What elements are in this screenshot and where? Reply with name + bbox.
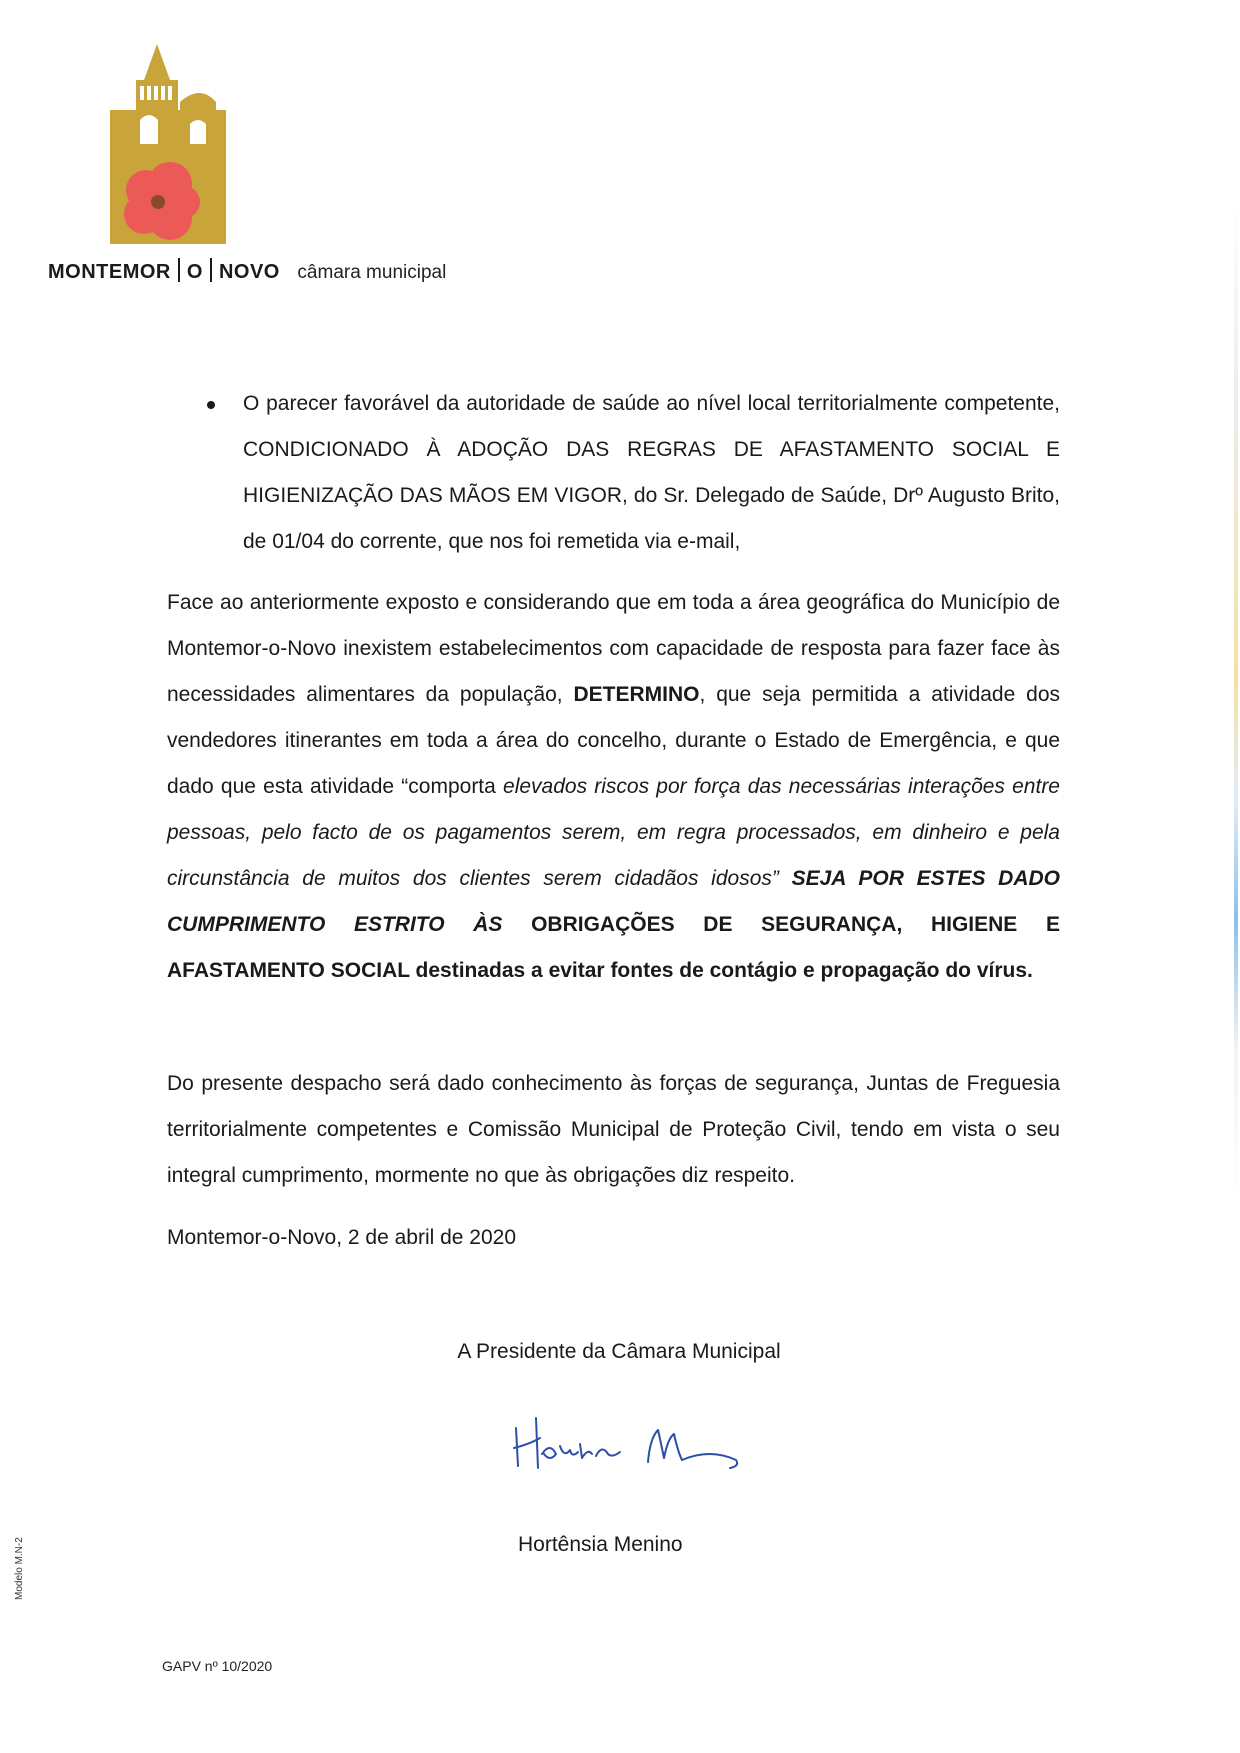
- p1-middle: , que seja permitida a atividade dos vendedores itinerantes em toda a área do concelho, durante o Estado de Emergência, e que dado que esta atividade “comporta: [167, 683, 1060, 798]
- bullet-item: [243, 381, 1060, 565]
- bullet-text-start: O parecer favorável da autoridade de saúde ao nível local territorialmente competente,: [243, 392, 1060, 415]
- municipal-brand: [48, 258, 446, 284]
- scan-edge-strip: [1234, 200, 1238, 1200]
- brand-separator: [178, 258, 180, 282]
- p1-intro: Face ao anteriormente exposto e considerando que em toda a área geográfica do Município de Montemor-o-Novo inexistem estabelecimentos com capacidade de resposta para fazer face às necessidades alimentares da população,: [167, 591, 1060, 706]
- p1-bold-end: OBRIGAÇÕES DE SEGURANÇA, HIGIENE E AFASTAMENTO SOCIAL destinadas a evitar fontes de contágio e propagação do vírus.: [167, 913, 1060, 982]
- p1-bold-italic: SEJA POR ESTES DADO CUMPRIMENTO ESTRITO ÀS: [167, 867, 1060, 936]
- determination-paragraph: [167, 580, 1060, 994]
- brand-subtitle: câmara municipal: [297, 262, 447, 283]
- brand-separator: [210, 258, 212, 282]
- model-code: Modelo M.N-2: [14, 1537, 25, 1600]
- flower-icon: [124, 162, 200, 240]
- brand-name-o: O: [186, 261, 203, 283]
- bullet-caps-text: CONDICIONADO À ADOÇÃO DAS REGRAS DE AFASTAMENTO SOCIAL E HIGIENIZAÇÃO DAS MÃOS EM VIGOR: [243, 438, 1060, 507]
- brand-name-novo: NOVO: [218, 261, 280, 283]
- p1-quote: elevados riscos por força das necessárias interações entre pessoas, pelo facto de os pagamentos serem, em regra processados, em dinheiro e pela circunstância de muitos dos clientes serem cidadãos idosos”: [167, 775, 1060, 890]
- brand-name-montemor: MONTEMOR: [48, 261, 171, 283]
- determino-text: DETERMINO: [573, 683, 700, 706]
- signatory-title: A Presidente da Câmara Municipal: [457, 1340, 781, 1363]
- notification-paragraph: Do presente despacho será dado conhecimento às forças de segurança, Juntas de Freguesia territorialmente competentes e Comissão Municipal de Proteção Civil, tendo em vista o seu integral cumprimento, mormente no que às obrigações diz respeito.: [167, 1072, 1060, 1187]
- bullet-icon: [207, 401, 215, 409]
- date-line: Montemor-o-Novo, 2 de abril de 2020: [167, 1226, 517, 1249]
- signatory-name: Hortênsia Menino: [518, 1533, 683, 1556]
- municipal-logo: [110, 44, 226, 244]
- bullet-text-end: , do Sr. Delegado de Saúde, Drº Augusto Brito, de 01/04 do corrente, que nos foi remetida via e-mail,: [243, 484, 1060, 553]
- handwritten-signature: [510, 1408, 750, 1488]
- document-reference: GAPV nº 10/2020: [162, 1658, 273, 1674]
